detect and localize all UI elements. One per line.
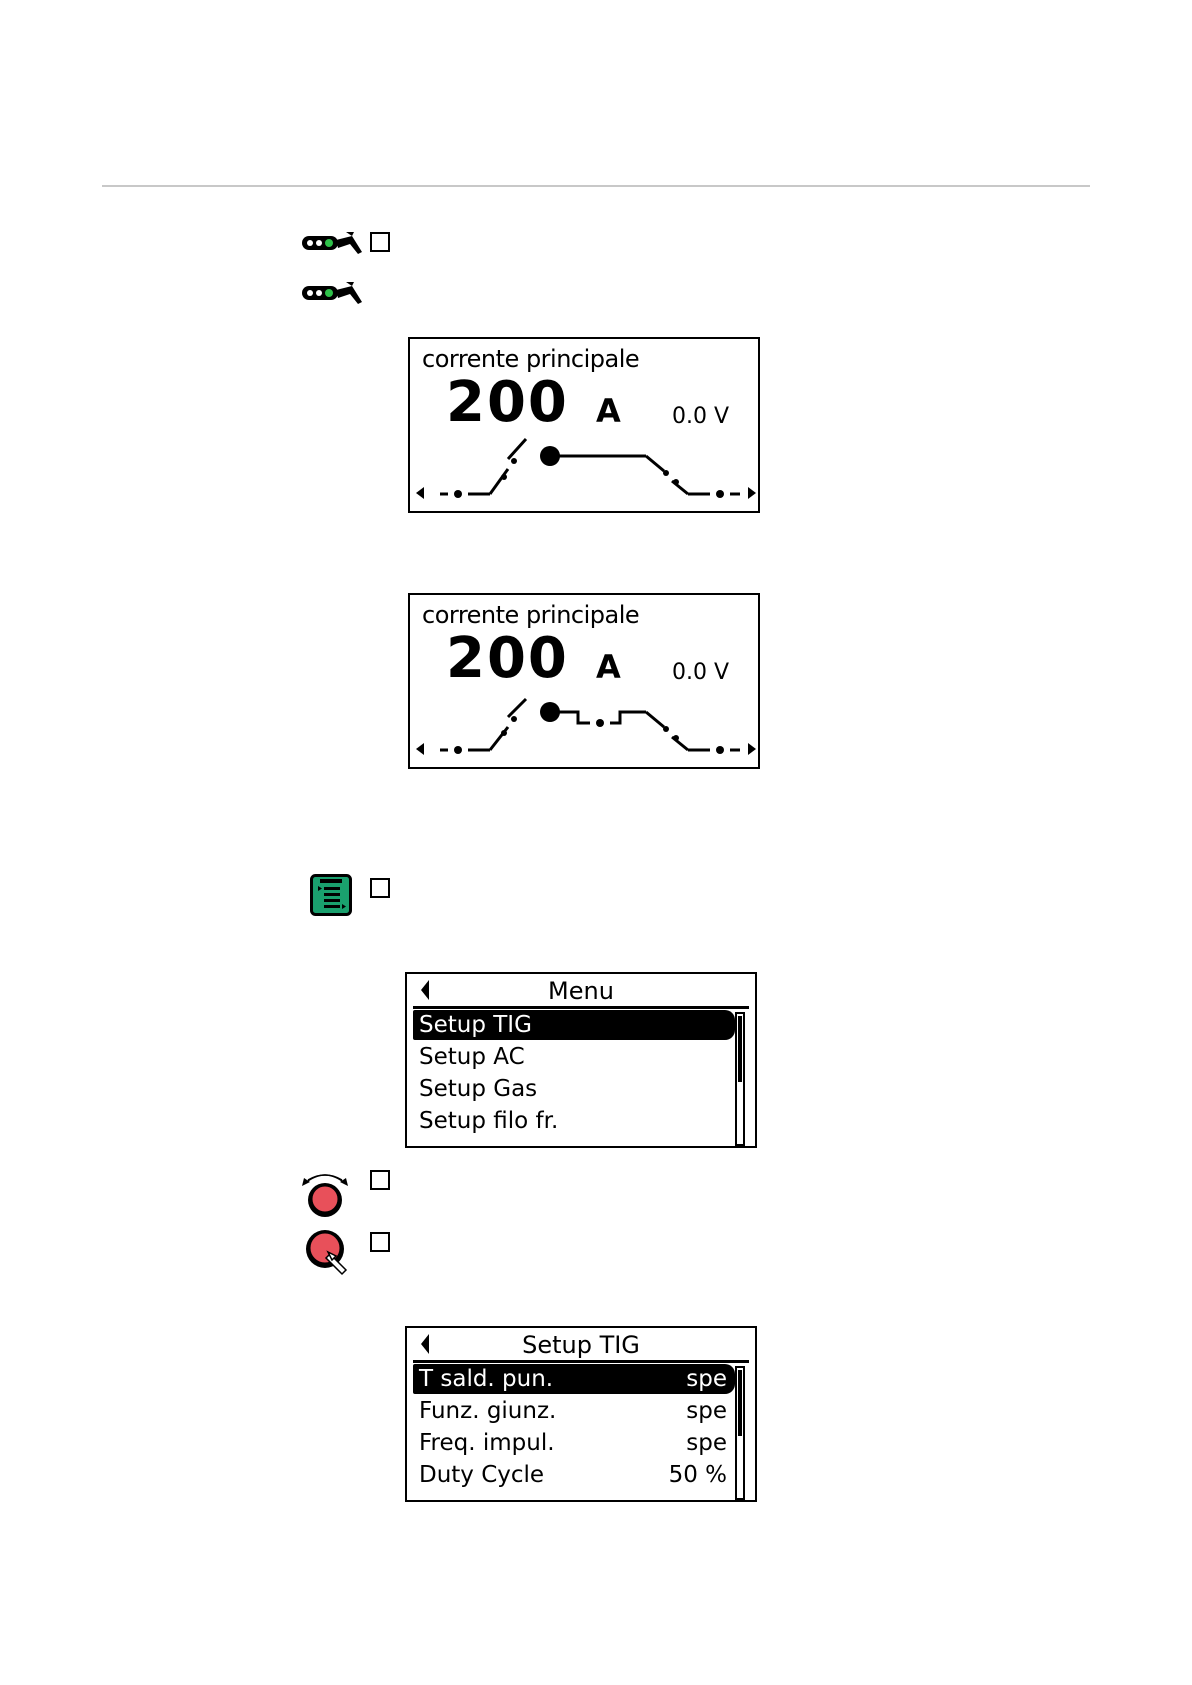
torch-trigger-icon	[300, 230, 364, 256]
setting-row-t-sald-pun[interactable]	[413, 1364, 735, 1394]
title-divider	[413, 1006, 749, 1009]
current-value: 200	[446, 370, 569, 435]
lcd-main-current-standard	[408, 337, 760, 513]
scrollbar[interactable]	[735, 1366, 745, 1500]
step-checkbox-4[interactable]	[370, 1232, 390, 1252]
dial-press-icon[interactable]	[300, 1228, 354, 1278]
arrow-left-icon	[416, 743, 424, 755]
setting-value: 50 %	[668, 1462, 727, 1488]
setting-label: Funz. giunz.	[419, 1398, 557, 1424]
menu-item-setup-filo[interactable]: Setup filo fr.	[419, 1108, 559, 1134]
step-checkbox-2[interactable]	[370, 878, 390, 898]
menu-button-icon[interactable]	[310, 874, 352, 916]
step-checkbox-3[interactable]	[370, 1170, 390, 1190]
voltage-value: 0.0 V	[672, 404, 730, 429]
header-rule	[102, 185, 1090, 187]
voltage-value: 0.0 V	[672, 660, 730, 685]
parameter-label: corrente principale	[422, 601, 640, 629]
lcd-main-current-pulse	[408, 593, 760, 769]
welding-curve	[410, 339, 760, 513]
current-value: 200	[446, 626, 569, 691]
setting-row-duty-cycle[interactable]	[413, 1460, 735, 1490]
setting-label: T sald. pun.	[419, 1366, 554, 1392]
setting-value: spe	[686, 1430, 727, 1456]
welding-curve-pulse	[410, 595, 760, 769]
setting-row-funz-giunz[interactable]	[413, 1396, 735, 1426]
arrow-left-icon	[416, 487, 424, 499]
current-unit: A	[596, 648, 621, 686]
setting-row-freq-impul[interactable]	[413, 1428, 735, 1458]
lcd-setup-tig	[405, 1326, 757, 1502]
scrollbar-thumb[interactable]	[738, 1016, 742, 1082]
setting-label: Freq. impul.	[419, 1430, 555, 1456]
menu-item-setup-ac[interactable]: Setup AC	[419, 1044, 525, 1070]
setting-label: Duty Cycle	[419, 1462, 545, 1488]
step-checkbox-1[interactable]	[370, 232, 390, 252]
scrollbar[interactable]	[735, 1012, 745, 1146]
menu-title: Menu	[548, 977, 614, 1005]
menu-item-setup-tig[interactable]: Setup TIG	[413, 1010, 735, 1040]
title-divider	[413, 1360, 749, 1363]
setting-value: spe	[686, 1366, 727, 1392]
menu-item-setup-gas[interactable]: Setup Gas	[419, 1076, 538, 1102]
arrow-right-icon	[748, 487, 756, 499]
lcd-menu	[405, 972, 757, 1148]
menu-title: Setup TIG	[522, 1331, 640, 1359]
dial-turn-icon[interactable]	[298, 1168, 352, 1218]
setting-value: spe	[686, 1398, 727, 1424]
parameter-label: corrente principale	[422, 345, 640, 373]
current-unit: A	[596, 392, 621, 430]
torch-trigger-icon	[300, 280, 364, 306]
arrow-right-icon	[748, 743, 756, 755]
scrollbar-thumb[interactable]	[738, 1370, 742, 1436]
